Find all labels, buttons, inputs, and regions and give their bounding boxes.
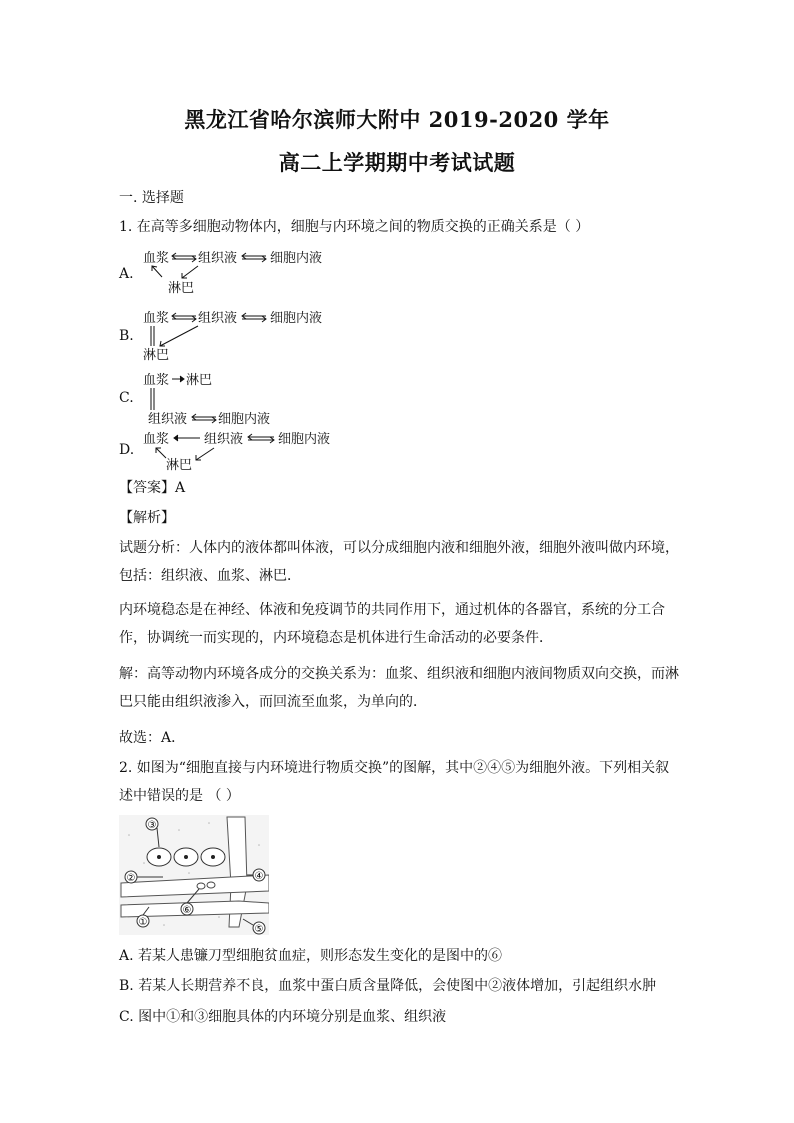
option-a-diagram: [138, 244, 358, 298]
intracellular-fluid-label: 细胞内液: [270, 311, 323, 326]
tissue-fluid-label: 组织液: [198, 251, 238, 266]
analysis-paragraph-2: 内环境稳态是在神经、体液和免疫调节的共同作用下，通过机体的各器官，系统的分工合作，协调统一而实现的，内环境稳态是机体进行生命活动的必要条件．: [119, 602, 665, 646]
lymph-label: 淋巴: [168, 281, 195, 296]
question-2-stem: 2. 如图为“细胞直接与内环境进行物质交换”的图解，其中②④⑤为细胞外液。下列相关叙述中错误的是 （ ）: [119, 760, 670, 804]
tissue-to-lymph-arrow: [182, 266, 198, 278]
plasma-label: 血浆: [143, 432, 170, 447]
option-a-letter: A.: [119, 266, 134, 282]
label-2: ②: [126, 873, 136, 884]
option-c-diagram: [138, 368, 358, 428]
option-d-letter: D.: [119, 442, 135, 458]
intracellular-fluid-label: 细胞内液: [270, 251, 323, 266]
lymph-to-plasma-arrow: [152, 266, 162, 277]
analysis-label: 【解析】: [119, 510, 175, 526]
label-4: ④: [254, 871, 264, 882]
intracellular-fluid-label: 细胞内液: [218, 412, 271, 427]
q2-option-c: C. 图中①和③细胞具体的内环境分别是血浆、组织液: [119, 1009, 447, 1025]
q2-option-b: B. 若某人长期营养不良，血浆中蛋白质含量降低，会使图中②液体增加，引起组织水肿: [119, 978, 657, 994]
label-1: ①: [138, 917, 148, 928]
tissue-fluid-label: 组织液: [198, 311, 238, 326]
plasma-label: 血浆: [143, 373, 170, 388]
conclusion: 故选：A．: [119, 730, 186, 746]
answer-label: 【答案】A: [119, 480, 186, 496]
title-line-2: 高二上学期期中考试试题: [278, 150, 516, 175]
q2-option-a: A. 若某人患镰刀型细胞贫血症，则形态发生变化的是图中的⑥: [119, 948, 503, 964]
tissue-fluid-label: 组织液: [148, 412, 188, 427]
label-6: ⑥: [182, 905, 192, 916]
question-1-stem: 1. 在高等多细胞动物体内，细胞与内环境之间的物质交换的正确关系是（ ）: [119, 219, 590, 235]
lymph-label: 淋巴: [186, 373, 213, 388]
option-c-letter: C.: [119, 390, 134, 406]
intracellular-fluid-label: 细胞内液: [278, 432, 331, 447]
plasma-label: 血浆: [143, 251, 170, 266]
label-3: ③: [147, 820, 157, 831]
option-b-diagram: [138, 306, 358, 362]
analysis-paragraph-1: 试题分析：人体内的液体都叫体液，可以分成细胞内液和细胞外液，细胞外液叫做内环境，包括：组织液、血浆、淋巴．: [119, 540, 679, 584]
title-line-1: 黑龙江省哈尔滨师大附中 2019-2020 学年: [184, 107, 610, 132]
label-5: ⑤: [254, 924, 264, 935]
lymph-label: 淋巴: [143, 348, 170, 362]
tissue-fluid-label: 组织液: [204, 432, 244, 447]
option-d-diagram: [138, 428, 358, 474]
option-b-letter: B.: [119, 328, 134, 344]
section-heading: 一. 选择题: [119, 190, 184, 206]
analysis-paragraph-3: 解：高等动物内环境各成分的交换关系为：血浆、组织液和细胞内液间物质双向交换，而淋巴只能由组织液渗入，而回流至血浆，为单向的．: [119, 666, 679, 710]
cell-exchange-figure: [119, 815, 269, 935]
plasma-label: 血浆: [143, 311, 170, 326]
lymph-label: 淋巴: [166, 458, 193, 473]
